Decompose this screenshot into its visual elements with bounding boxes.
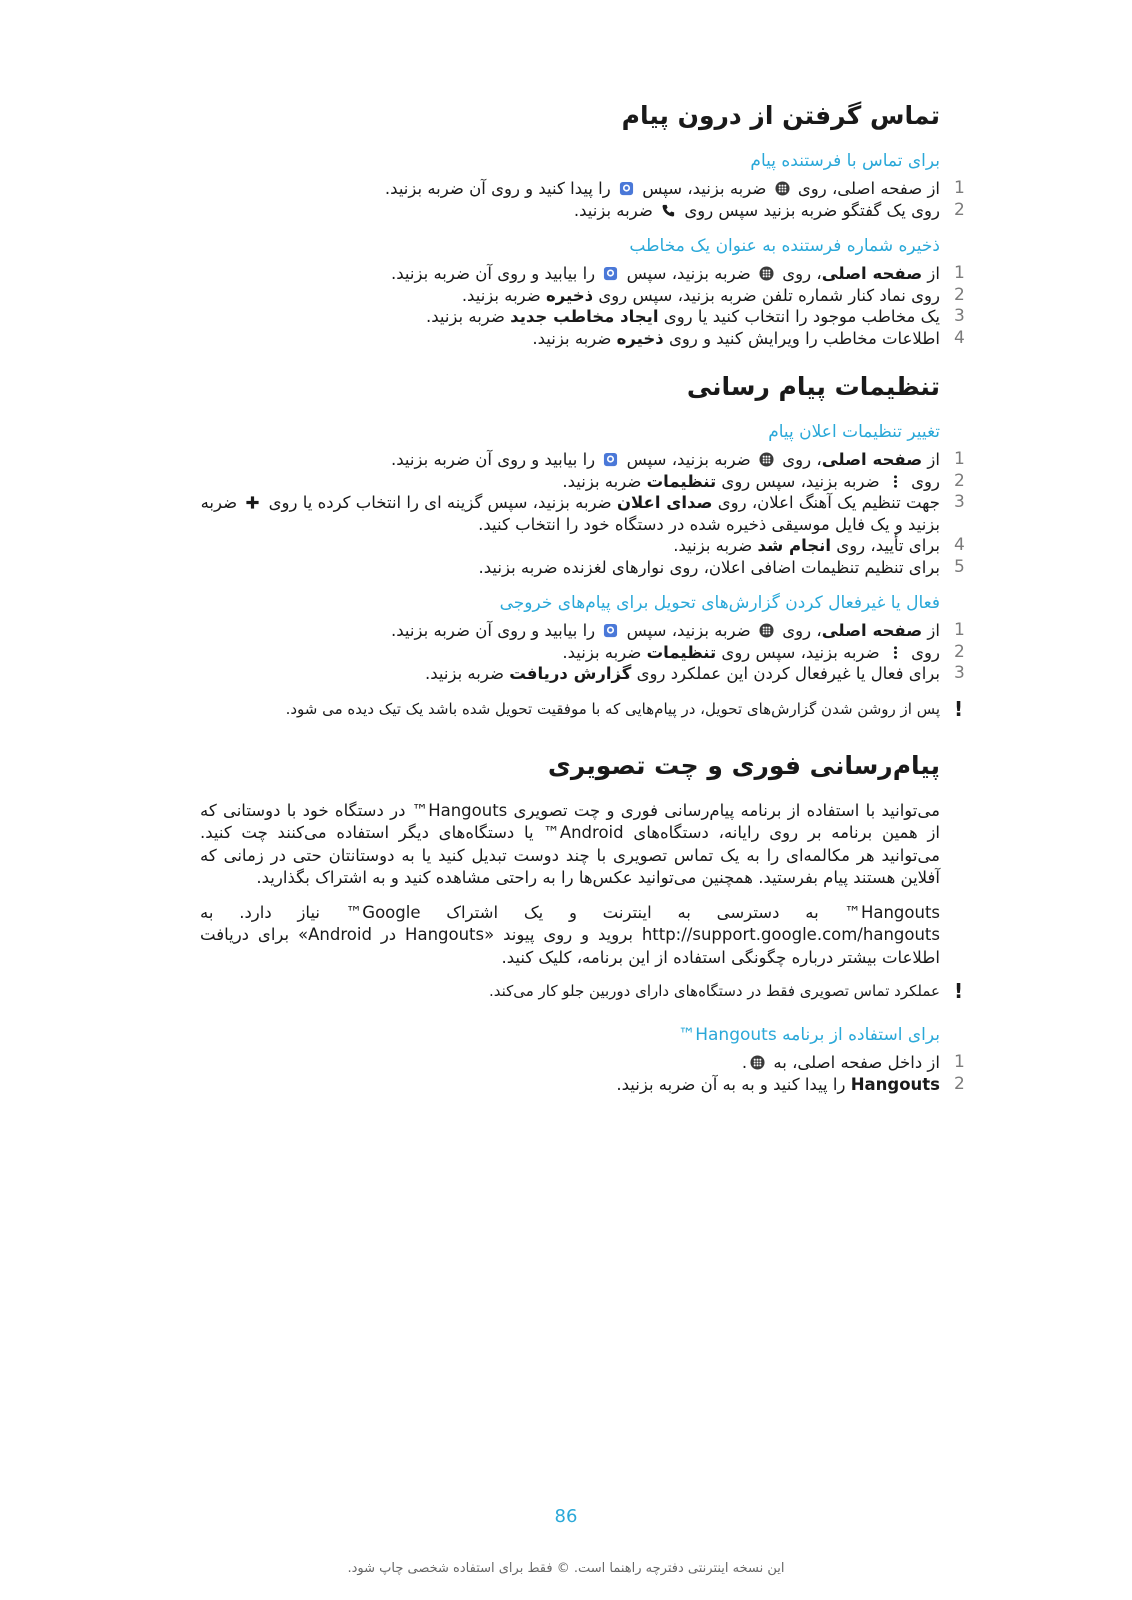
list-item: 3 برای فعال یا غیرفعال کردن این عملکرد روی گزارش دریافت ضربه بزنید.	[200, 663, 940, 685]
steps-delivery-reports	[200, 620, 965, 685]
list-item: 1 از صفحه اصلی، روی ضربه بزنید، سپس را بیابید و روی آن ضربه بزنید.	[200, 620, 940, 642]
section-title-messaging-settings: تنظیمات پیام رسانی	[686, 372, 940, 401]
steps-use-hangouts	[200, 1052, 965, 1095]
plus-icon	[245, 495, 260, 510]
step-number: 2	[954, 199, 965, 220]
list-item: 2 روی ضربه بزنید، سپس روی تنظیمات ضربه بزنید.	[200, 642, 940, 664]
step-number: 1	[954, 178, 965, 198]
list-item: 1 از صفحه اصلی، روی ضربه بزنید، سپس را پیدا کنید و روی آن ضربه بزنید.	[200, 178, 940, 200]
section-title-call-from-message: تماس گرفتن از درون پیام	[621, 101, 940, 130]
apps-grid-icon	[775, 181, 790, 196]
list-item: 3 جهت تنظیم یک آهنگ اعلان، روی صدای اعلان ضربه بزنید، سپس گزینه ای را انتخاب کرده یا روی ضربه بزنید و یک فایل موسیقی ذخیره شده در دستگاه خود را انتخاب کنید.	[200, 492, 940, 535]
list-item: 2 روی یک گفتگو ضربه بزنید سپس روی ضربه بزنید.	[200, 200, 940, 222]
step-number: 1	[954, 620, 965, 640]
step-number: 1	[954, 1052, 965, 1072]
messaging-app-icon	[603, 266, 618, 281]
subheading-notification-settings: تغییر تنظیمات اعلان پیام	[768, 422, 940, 442]
step-number: 2	[954, 470, 965, 491]
apps-grid-icon	[750, 1055, 765, 1070]
list-item: 1 از صفحه اصلی، روی ضربه بزنید، سپس را بیابید و روی آن ضربه بزنید.	[200, 449, 940, 471]
exclamation-icon: !	[954, 696, 964, 721]
apps-grid-icon	[759, 452, 774, 467]
phone-icon	[661, 203, 676, 218]
apps-grid-icon	[759, 623, 774, 638]
list-item: 3 یک مخاطب موجود را انتخاب کنید یا روی ایجاد مخاطب جدید ضربه بزنید.	[200, 306, 940, 328]
list-item: 2 روی ضربه بزنید، سپس روی تنظیمات ضربه بزنید.	[200, 471, 940, 493]
steps-save-sender	[200, 263, 965, 349]
step-number: 1	[954, 263, 965, 283]
list-item: 2 Hangouts را پیدا کنید و به به آن ضربه بزنید.	[200, 1074, 940, 1096]
more-vert-icon	[888, 474, 903, 489]
steps-call-sender	[200, 178, 965, 221]
note-delivery-reports: ! پس از روشن شدن گزارش‌های تحویل، در پیام‌هایی که با موفقیت تحویل شده باشد یک تیک دیده می شود.	[200, 699, 940, 720]
more-vert-icon	[888, 645, 903, 660]
note-video-call: ! عملکرد تماس تصویری فقط در دستگاه‌های دارای دوربین جلو کار می‌کند.	[200, 981, 940, 1002]
messaging-app-icon	[603, 623, 618, 638]
subheading-save-sender: ذخیره شماره فرستنده به عنوان یک مخاطب	[629, 236, 940, 256]
exclamation-icon: !	[954, 979, 964, 1003]
apps-grid-icon	[759, 266, 774, 281]
subheading-use-hangouts: برای استفاده از برنامه Hangouts™	[678, 1025, 940, 1045]
step-number: 4	[954, 327, 965, 348]
subheading-delivery-reports: فعال یا غیرفعال کردن گزارش‌های تحویل برای پیام‌های خروجی	[499, 593, 940, 613]
list-item: 5 برای تنظیم تنظیمات اضافی اعلان، روی نوارهای لغزنده ضربه بزنید.	[200, 557, 940, 579]
step-number: 4	[954, 535, 965, 555]
step-number: 3	[954, 663, 965, 683]
page-number: 86	[554, 1506, 578, 1527]
page-content	[200, 100, 965, 1095]
list-item: 1 از داخل صفحه اصلی، به .	[200, 1052, 940, 1074]
paragraph-hangouts-intro: می‌توانید با استفاده از برنامه پیام‌رسانی فوری و چت تصویری Hangouts™ در دستگاه خود با دوستانی که از همین برنامه بر روی رایانه، دستگاه‌های Android™ یا دستگاه‌های دیگر استفاده می‌کنند چت کنید. می‌توانید هر مکالمه‌ای را به یک تماس تصویری با چند دوست تبدیل کنید یا به دوستانتان حتی در زمانی که آفلاین هستند پیام بفرستید. همچنین می‌توانید عکس‌ها را به راحتی مشاهده کنید و به اشتراک بگذارید.	[200, 800, 941, 887]
steps-notification-settings	[200, 449, 965, 578]
messaging-app-icon	[619, 181, 634, 196]
footer-note: این نسخه اینترنتی دفترچه راهنما است. © فقط برای استفاده شخصی چاپ شود.	[347, 1561, 785, 1576]
messaging-app-icon	[603, 452, 618, 467]
section-title-instant-messaging: پیام‌رسانی فوری و چت تصویری	[547, 750, 940, 780]
list-item: 4 اطلاعات مخاطب را ویرایش کنید و روی ذخیره ضربه بزنید.	[200, 328, 940, 350]
step-number: 2	[954, 641, 965, 662]
step-number: 1	[954, 449, 965, 469]
list-item: 2 روی نماد کنار شماره تلفن ضربه بزنید، سپس روی ذخیره ضربه بزنید.	[200, 285, 940, 307]
step-number: 5	[954, 556, 965, 577]
subheading-call-sender: برای تماس با فرستنده پیام	[750, 151, 940, 171]
paragraph-hangouts-requirements: Hangouts™ به دسترسی به اینترنت و یک اشتراک Google™ نیاز دارد. به http://support.google.com/hangouts بروید و روی پیوند «Hangouts در Android» برای دریافت اطلاعات بیشتر درباره چگونگی استفاده از این برنامه، کلیک کنید.	[200, 902, 941, 967]
step-number: 3	[954, 492, 965, 512]
step-number: 2	[954, 1073, 965, 1094]
list-item: 4 برای تأیید، روی انجام شد ضربه بزنید.	[200, 535, 940, 557]
step-number: 2	[954, 284, 965, 305]
step-number: 3	[954, 306, 965, 326]
list-item: 1 از صفحه اصلی، روی ضربه بزنید، سپس را بیابید و روی آن ضربه بزنید.	[200, 263, 940, 285]
